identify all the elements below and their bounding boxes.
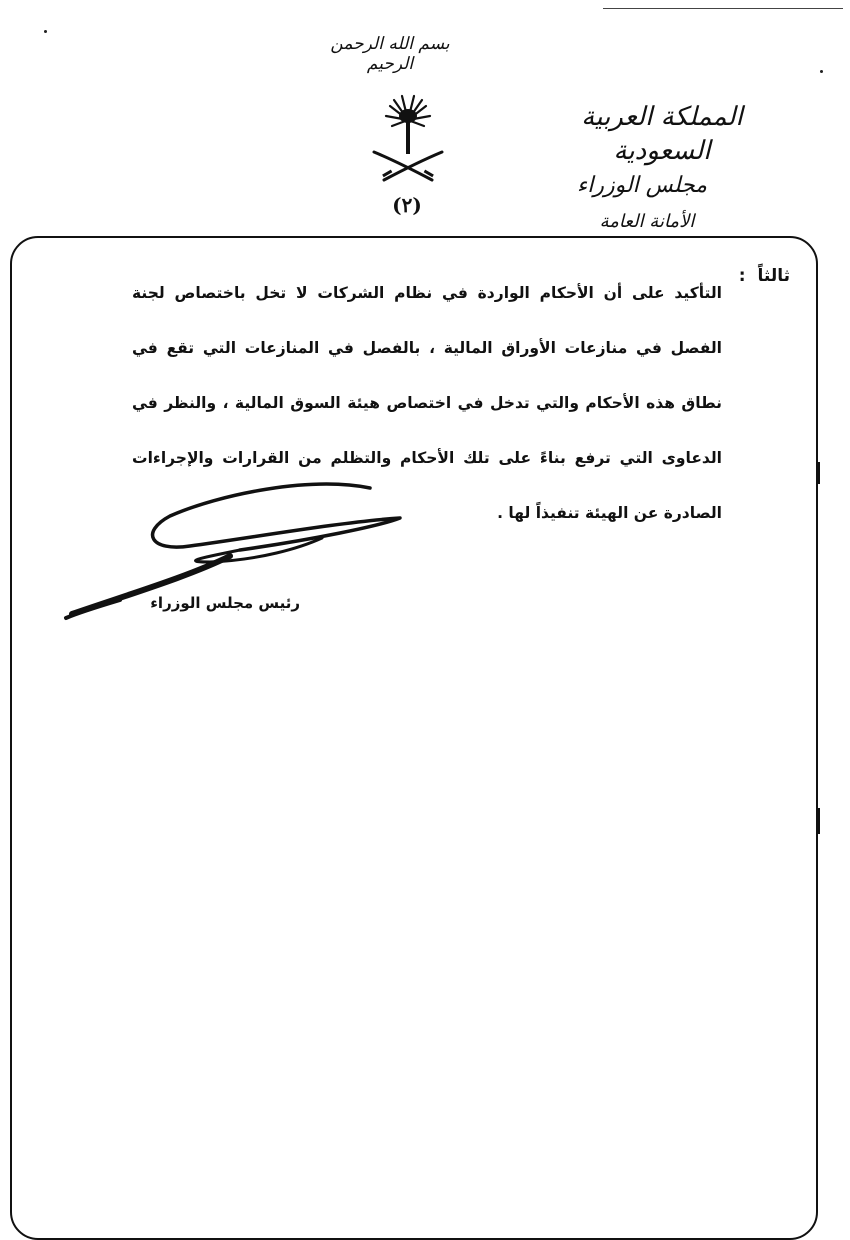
- clause-paragraph: التأكيد على أن الأحكام الواردة في نظام الشركات لا تخل باختصاص لجنة الفصل في منازعات الأوراق المالية ، بالفصل في المنازعات التي تقع في نطاق هذه الأحكام والتي تدخل في اختصاص هيئة السوق المالية ، والنظر في الدعاوى التي ترفع بناءً على تلك الأحكام والتظلم من القرارات والإجراءات الصادرة عن الهيئة تنفيذاً لها .: [132, 284, 722, 522]
- page-number: (٢): [392, 193, 422, 217]
- palm-and-swords-emblem-icon: [368, 92, 448, 192]
- clause-separator: :: [738, 266, 746, 286]
- signer-title: رئيس مجلس الوزراء: [150, 594, 300, 612]
- letterhead: [532, 100, 792, 240]
- clause-label: [739, 266, 790, 286]
- top-edge-rule: [603, 8, 843, 9]
- clause-number: ثالثاً: [757, 266, 790, 286]
- letterhead-country: المملكة العربية السعودية: [581, 102, 743, 166]
- letterhead-council: مجلس الوزراء: [576, 173, 708, 198]
- frame-edge-mark: [817, 462, 820, 484]
- scan-speck: [820, 70, 823, 73]
- frame-edge-mark: [817, 808, 820, 834]
- basmala-calligraphy: بسم الله الرحمن الرحيم: [330, 34, 450, 74]
- letterhead-office: الأمانة العامة: [599, 211, 695, 232]
- scan-speck: [44, 30, 47, 33]
